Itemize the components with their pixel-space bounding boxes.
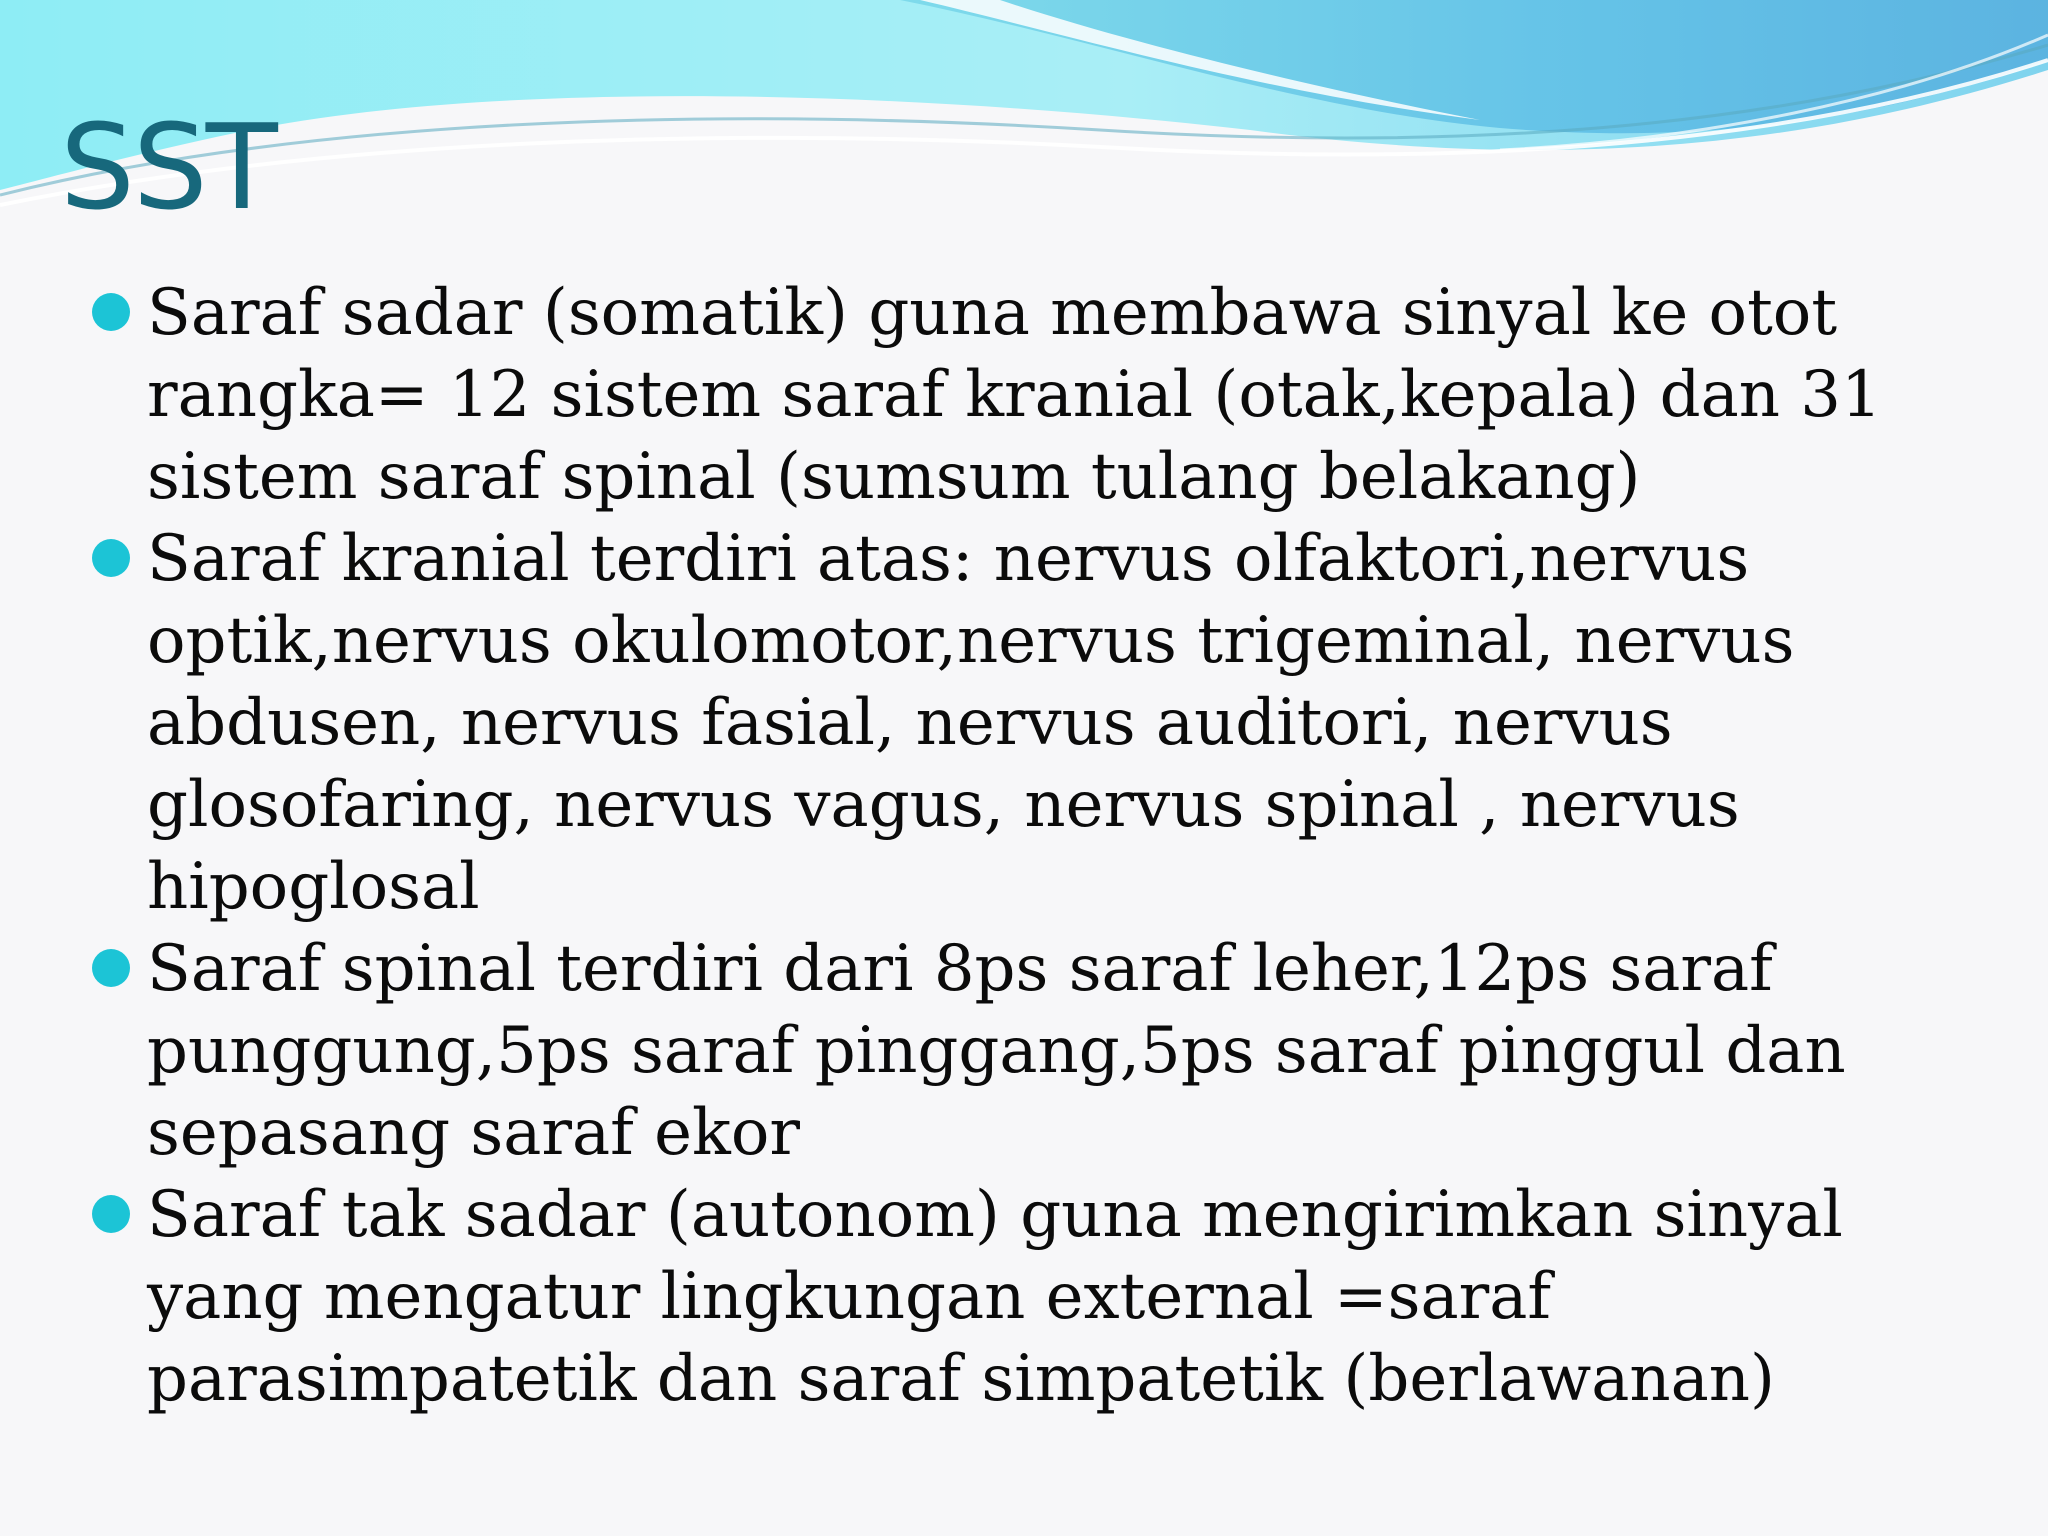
bullet-dot-icon (92, 949, 130, 987)
bullet-dot-icon (92, 539, 130, 577)
bullet-item (88, 518, 2008, 928)
bullet-text: Saraf spinal terdiri dari 8ps saraf leher,12ps saraf punggung,5ps saraf pinggang,5ps saraf pinggul dan sepasang saraf ekor (147, 932, 1846, 1170)
bullet-list (88, 272, 2008, 1420)
header-wave-decoration (0, 0, 2048, 260)
bullet-item (88, 1174, 2008, 1420)
bullet-dot-icon (92, 293, 130, 331)
bullet-text: Saraf tak sadar (autonom) guna mengirimkan sinyal yang mengatur lingkungan external =saraf parasimpatetik dan saraf simpatetik (berlawanan) (147, 1178, 1843, 1416)
bullet-item (88, 272, 2008, 518)
slide-title: SST (60, 98, 276, 236)
bullet-text: Saraf kranial terdiri atas: nervus olfaktori,nervus optik,nervus okulomotor,nervus trigeminal, nervus abdusen, nervus fasial, nervus auditori, nervus glosofaring, nervus vagus, nervus spinal , nervus hipoglosal (147, 522, 1795, 924)
bullet-item (88, 928, 2008, 1174)
bullet-text: Saraf sadar (somatik) guna membawa sinyal ke otot rangka= 12 sistem saraf kranial (otak,kepala) dan 31 sistem saraf spinal (sumsum tulang belakang) (147, 276, 1882, 514)
bullet-dot-icon (92, 1195, 130, 1233)
